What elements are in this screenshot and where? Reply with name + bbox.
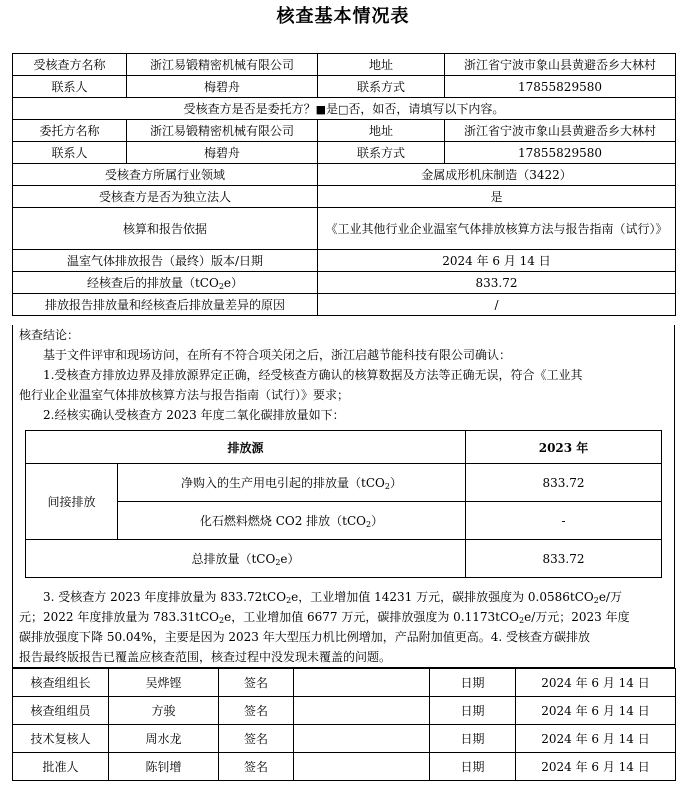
unchecked-box-icon: □: [338, 103, 349, 116]
contact-person-label: 联系人: [13, 76, 127, 98]
entrusted-question: 受核查方是否是委托方？: [183, 102, 316, 116]
diff-label: 排放报告排放量和经核查后排放量差异的原因: [13, 294, 318, 316]
table-row: [26, 502, 662, 540]
signoff-sign-label: 签名: [219, 697, 294, 725]
signoff-date-label: 日期: [430, 725, 516, 753]
signoff-sign-label: 签名: [219, 669, 294, 697]
table-row: [26, 540, 662, 578]
client-method-value: 17855829580: [445, 142, 676, 164]
table-row: [13, 76, 676, 98]
table-row: [13, 208, 676, 250]
table-row: [13, 98, 676, 120]
contact-method-value: 17855829580: [445, 76, 676, 98]
checked-box-icon: ■: [315, 103, 326, 116]
signature-field: [294, 697, 430, 725]
table-row: [13, 142, 676, 164]
signoff-table: [12, 668, 676, 781]
client-address-value: 浙江省宁波市象山县黄避岙乡大林村: [445, 120, 676, 142]
table-row: [13, 272, 676, 294]
client-value: 浙江易锻精密机械有限公司: [127, 120, 318, 142]
conclusion-paragraph: 3. 受核查方 2023 年度排放量为 833.72tCO$_2$e，工业增加值 14231 万元，碳排放强度为 0.0586tCO$_2$e/万: [43, 590, 622, 605]
client-method-label: 联系方式: [318, 142, 445, 164]
fossil-fuel-emission-value: -: [466, 502, 662, 540]
table-row: [13, 697, 676, 725]
signoff-date-label: 日期: [430, 669, 516, 697]
signoff-role: 核查组组员: [13, 697, 109, 725]
emissions-table: [25, 430, 662, 578]
entrusted-no: 否，如否，请填写以下内容。: [348, 102, 505, 116]
basic-info-table: [12, 53, 676, 316]
legal-label: 受核查方是否为独立法人: [13, 186, 318, 208]
entrusted-question-cell: [13, 98, 676, 120]
signoff-date-label: 日期: [430, 753, 516, 781]
table-row: [13, 186, 676, 208]
signature-field: [294, 753, 430, 781]
legal-value: 是: [318, 186, 676, 208]
signoff-role: 批准人: [13, 753, 109, 781]
signoff-sign-label: 签名: [219, 753, 294, 781]
table-row: [13, 725, 676, 753]
total-emission-label: 总排放量（tCO$_2$e）: [26, 540, 466, 578]
conclusion-paragraph: 1.受核查方排放边界及排放源界定正确，经受核查方确认的核算数据及方法等正确无误，符合《工业其: [43, 368, 583, 382]
report-label: 温室气体排放报告（最终）版本/日期: [13, 250, 318, 272]
signoff-date: 2024 年 6 月 14 日: [516, 697, 676, 725]
conclusion-paragraph: 报告最终版报告已覆盖应核查范围，核查过程中没发现未覆盖的问题。: [19, 650, 392, 664]
conclusion-paragraph: 元；2022 年度排放量为 783.31tCO$_2$e，工业增加值 6677 万元，碳排放强度为 0.1173tCO$_2$e/万元；2023 年度: [19, 610, 630, 625]
verified-party-label: 受核查方名称: [13, 54, 127, 76]
table-row: [13, 120, 676, 142]
signoff-date-label: 日期: [430, 697, 516, 725]
report-value: 2024 年 6 月 14 日: [318, 250, 676, 272]
client-contact-label: 联系人: [13, 142, 127, 164]
industry-value: 金属成形机床制造（3422）: [318, 164, 676, 186]
signoff-date: 2024 年 6 月 14 日: [516, 753, 676, 781]
basis-value: 《工业其他行业企业温室气体排放核算方法与报告指南（试行）》: [318, 208, 676, 250]
verified-party-value: 浙江易锻精密机械有限公司: [127, 54, 318, 76]
emission-source-header: 排放源: [26, 431, 466, 464]
verified-emission-value: 833.72: [318, 272, 676, 294]
signoff-role: 核查组组长: [13, 669, 109, 697]
client-label: 委托方名称: [13, 120, 127, 142]
industry-label: 受核查方所属行业领域: [13, 164, 318, 186]
diff-value: /: [318, 294, 676, 316]
contact-person-value: 梅碧舟: [127, 76, 318, 98]
signoff-name: 周水龙: [109, 725, 219, 753]
client-contact-value: 梅碧舟: [127, 142, 318, 164]
table-row: [26, 431, 662, 464]
electricity-emission-value: 833.72: [466, 464, 662, 502]
entrusted-yes: 是: [325, 102, 338, 116]
conclusion-paragraph: 碳排放强度下降 50.04%，主要是因为 2023 年大型压力机比例增加，产品附加值更高。4. 受核查方碳排放: [19, 630, 591, 644]
signoff-date: 2024 年 6 月 14 日: [516, 725, 676, 753]
basis-label: 核算和报告依据: [13, 208, 318, 250]
signoff-name: 吴烨铿: [109, 669, 219, 697]
signoff-name: 陈钊增: [109, 753, 219, 781]
conclusion-paragraph: 2.经核实确认受核查方 2023 年度二氧化碳排放量如下：: [43, 408, 345, 422]
total-emission-value: 833.72: [466, 540, 662, 578]
electricity-emission-label: 净购入的生产用电引起的排放量（tCO$_2$）: [118, 464, 466, 502]
signature-field: [294, 725, 430, 753]
verified-emission-label: 经核查后的排放量（tCO$_2$e）: [13, 272, 318, 294]
fossil-fuel-emission-label: 化石燃料燃烧 CO2 排放（tCO$_2$）: [118, 502, 466, 540]
table-row: [13, 294, 676, 316]
indirect-emission-label: 间接排放: [26, 464, 118, 540]
page-title: 核查基本情况表: [276, 6, 410, 27]
table-row: [13, 753, 676, 781]
address-label: 地址: [318, 54, 445, 76]
conclusion-paragraph: 他行业企业温室气体排放核算方法与报告指南（试行）》要求；: [19, 388, 350, 402]
year-header: 2023 年: [466, 431, 662, 464]
table-row: [13, 250, 676, 272]
conclusion-paragraph: 基于文件评审和现场访问，在所有不符合项关闭之后，浙江启越节能科技有限公司确认：: [43, 348, 512, 362]
contact-method-label: 联系方式: [318, 76, 445, 98]
signoff-name: 方骏: [109, 697, 219, 725]
client-address-label: 地址: [318, 120, 445, 142]
signoff-role: 技术复核人: [13, 725, 109, 753]
table-row: [13, 669, 676, 697]
conclusion-section: [12, 325, 675, 668]
table-row: [13, 54, 676, 76]
table-row: [13, 164, 676, 186]
table-row: [26, 464, 662, 502]
address-value: 浙江省宁波市象山县黄避岙乡大林村: [445, 54, 676, 76]
signature-field: [294, 669, 430, 697]
conclusion-heading: 核查结论：: [19, 328, 80, 342]
signoff-sign-label: 签名: [219, 725, 294, 753]
signoff-date: 2024 年 6 月 14 日: [516, 669, 676, 697]
